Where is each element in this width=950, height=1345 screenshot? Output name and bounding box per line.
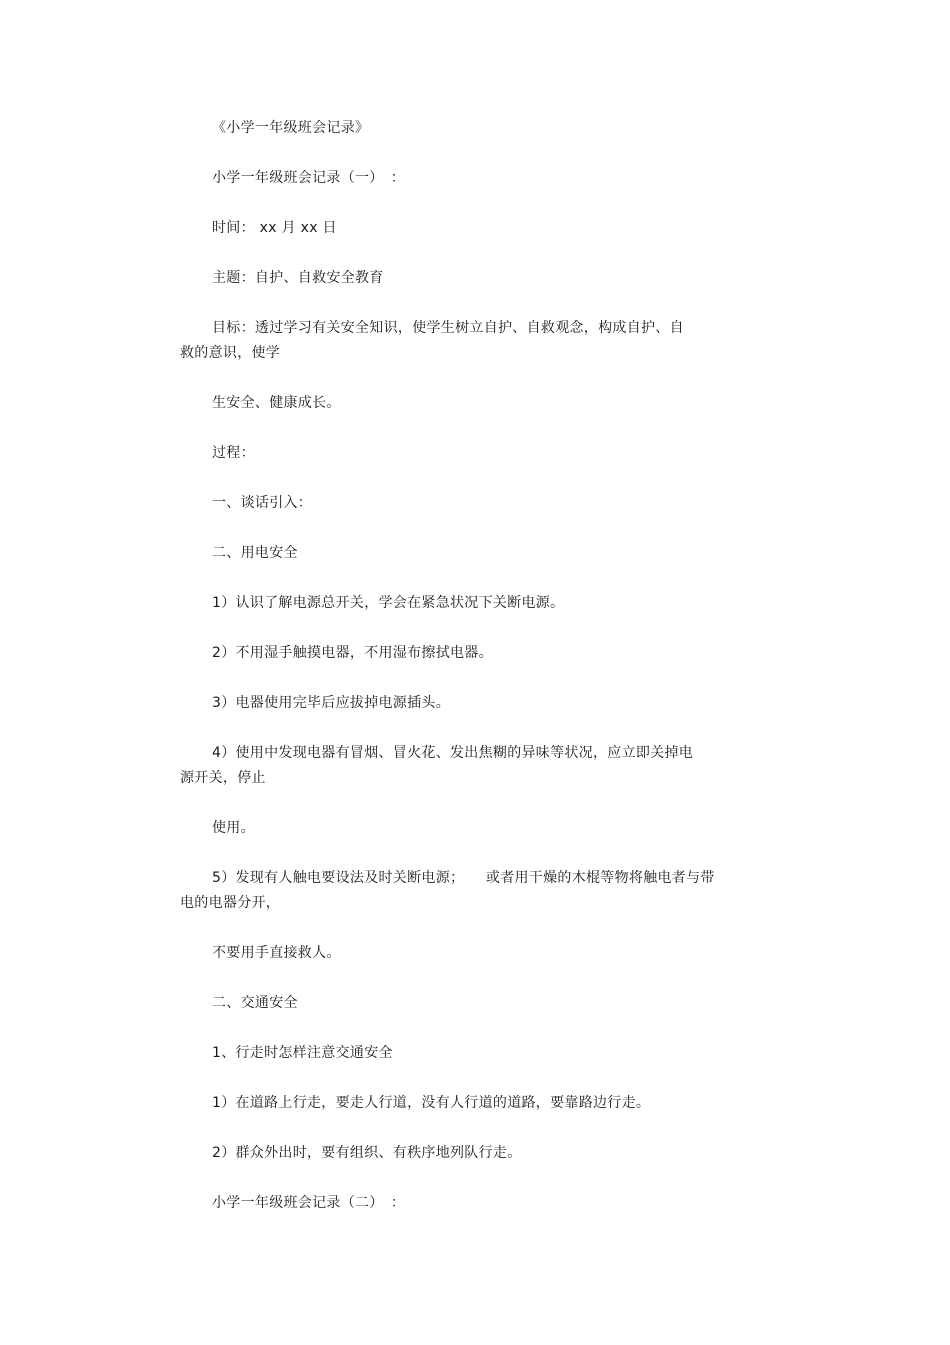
part-3-heading: 二、交通安全 (212, 995, 298, 1011)
electricity-item-4-line-1: 4）使用中发现电器有冒烟、冒火花、发出焦糊的异味等状况，应立即关掉电 (212, 745, 694, 761)
section-heading-1: 小学一年级班会记录（一） ： (212, 170, 406, 186)
electricity-item-1: 1）认识了解电源总开关，学会在紧急状况下关断电源。 (212, 595, 565, 611)
meeting-theme: 主题：自护、自救安全教育 (212, 270, 384, 286)
electricity-item-2: 2）不用湿手触摸电器，不用湿布擦拭电器。 (212, 645, 493, 661)
goal-line-3: 生安全、健康成长。 (212, 395, 341, 411)
traffic-item-1: 1）在道路上行走，要走人行道，没有人行道的道路，要靠路边行走。 (212, 1095, 651, 1111)
traffic-heading: 1、行走时怎样注意交通安全 (212, 1045, 393, 1061)
document-title: 《小学一年级班会记录》 (212, 120, 370, 136)
electricity-item-5-line-2: 电的电器分开， (180, 895, 281, 911)
goal-line-1: 目标：透过学习有关安全知识，使学生树立自护、自救观念，构成自护、自 (212, 320, 684, 336)
part-1-heading: 一、谈话引入： (212, 495, 313, 511)
process-heading: 过程： (212, 445, 255, 461)
part-2-heading: 二、用电安全 (212, 545, 298, 561)
electricity-item-4-line-2: 源开关，停止 (180, 770, 266, 786)
electricity-item-5-line-1: 5）发现有人触电要设法及时关断电源； 或者用干燥的木棍等物将触电者与带 (212, 870, 715, 886)
section-heading-2: 小学一年级班会记录（二） ： (212, 1195, 406, 1211)
electricity-item-4-line-3: 使用。 (212, 820, 255, 836)
meeting-time: 时间： xx 月 xx 日 (212, 220, 337, 236)
electricity-item-3: 3）电器使用完毕后应拔掉电源插头。 (212, 695, 451, 711)
goal-line-2: 救的意识，使学 (180, 345, 281, 361)
electricity-item-5-line-3: 不要用手直接救人。 (212, 945, 341, 961)
traffic-item-2: 2）群众外出时，要有组织、有秩序地列队行走。 (212, 1145, 522, 1161)
